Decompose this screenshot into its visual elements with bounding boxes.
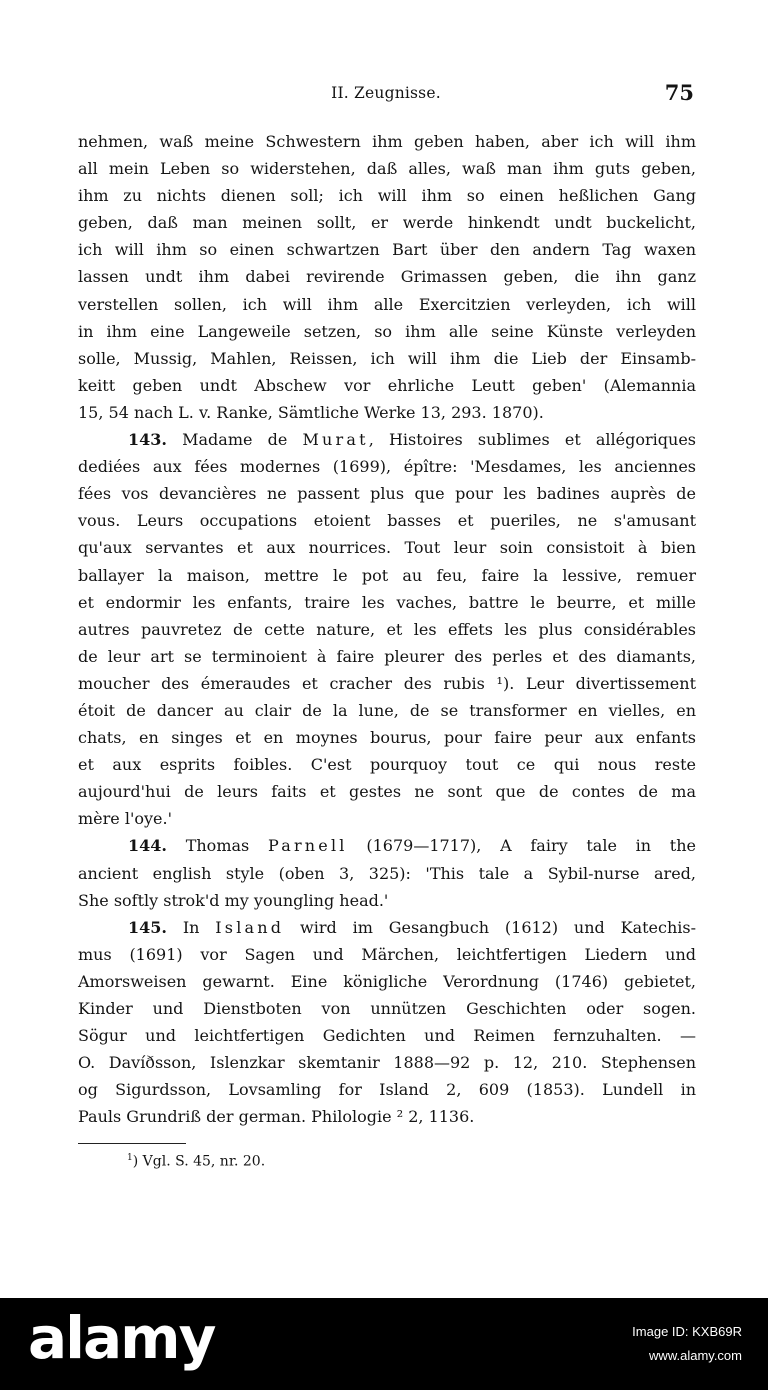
body-text [78, 128, 696, 1130]
text-line: verstellen sollen, ich will ihm alle Exercitzien verleyden, ich will [78, 294, 696, 314]
paragraph-number: 144. [128, 836, 167, 856]
text-fragment: In [182, 917, 200, 937]
text-line: ich will ihm so einen schwartzen Bart über den andern Tag waxen [78, 240, 696, 260]
text-line [78, 426, 696, 453]
text-line: 15, 54 nach L. v. Ranke, Sämtliche Werke 13, 293. 1870). [78, 402, 544, 422]
text-line: et aux esprits foibles. C'est pourquoy tout ce qui nous reste [78, 755, 696, 775]
text-line: O. Davíðsson, Islenzkar skemtanir 1888—92 p. 12, 210. Stephensen [78, 1053, 696, 1073]
paragraph-143 [78, 426, 696, 832]
text-fragment: , Histoires sublimes et allégoriques [368, 430, 696, 450]
text-line [78, 914, 696, 941]
image-id: Image ID: KXB69R [632, 1324, 742, 1339]
spaced-name: Murat [302, 430, 369, 450]
text-line: solle, Mussig, Mahlen, Reissen, ich will ihm die Lieb der Einsamb- [78, 348, 696, 368]
brand-logo: alamy [28, 1304, 215, 1372]
text-line: geben, daß man meinen sollt, er werde hinkendt undt buckelicht, [78, 213, 696, 233]
page-number: 75 [664, 80, 694, 105]
text-line: ancient english style (oben 3, 325): 'This tale a Sybil-nurse ared, [78, 863, 696, 883]
paragraph-intro [78, 128, 696, 426]
text-line: vous. Leurs occupations etoient basses et pueriles, ne s'amusant [78, 511, 696, 531]
text-line: mus (1691) vor Sagen und Märchen, leichtfertigen Liedern und [78, 944, 696, 964]
page-header [78, 80, 694, 108]
text-line: lassen undt ihm dabei revirende Grimassen geben, die ihn ganz [78, 267, 696, 287]
text-line: keitt geben undt Abschew vor ehrliche Leutt geben' (Alemannia [78, 375, 696, 395]
text-line: de leur art se terminoient à faire pleurer des perles et des diamants, [78, 646, 696, 666]
text-line: She softly strok'd my youngling head.' [78, 890, 389, 910]
text-line: og Sigurdsson, Lovsamling for Island 2, 609 (1853). Lundell in [78, 1080, 696, 1100]
spaced-name: Island [215, 917, 285, 937]
text-line: Amorsweisen gewarnt. Eine königliche Verordnung (1746) gebietet, [78, 971, 696, 991]
footnote-rule [78, 1143, 186, 1144]
text-line: autres pauvretez de cette nature, et les effets les plus considérables [78, 619, 696, 639]
text-line: aujourd'hui de leurs faits et gestes ne sont que de contes de ma [78, 782, 696, 802]
text-line: in ihm eine Langeweile setzen, so ihm alle seine Künste verleyden [78, 321, 696, 341]
text-line: Sögur und leichtfertigen Gedichten und Reimen fernzuhalten. — [78, 1026, 696, 1046]
footnote-marker: 1 [127, 1153, 133, 1163]
paragraph-145 [78, 914, 696, 1131]
text-line: chats, en singes et en moynes bourus, pour faire peur aux enfants [78, 728, 696, 748]
text-line: et endormir les enfants, traire les vaches, battre le beurre, et mille [78, 592, 696, 612]
text-line [78, 832, 696, 859]
site-url: www.alamy.com [649, 1348, 742, 1363]
paragraph-144 [78, 832, 696, 913]
text-line: all mein Leben so widerstehen, daß alles, waß man ihm guts geben, [78, 159, 696, 179]
text-line: ihm zu nichts dienen soll; ich will ihm so einen heßlichen Gang [78, 186, 696, 206]
text-line: fées vos devancières ne passent plus que pour les badines auprès de [78, 484, 696, 504]
paragraph-number: 143. [128, 430, 167, 450]
text-fragment: (1679—1717), A fairy tale in the [347, 836, 696, 856]
text-line: moucher des émeraudes et cracher des rubis ¹). Leur divertissement [78, 673, 696, 693]
stock-watermark-banner [0, 1298, 768, 1390]
text-line: dediées aux fées modernes (1699), épître: 'Mesdames, les anciennes [78, 457, 696, 477]
text-line: étoit de dancer au clair de la lune, de se transformer en vielles, en [78, 700, 696, 720]
footnote [127, 1153, 265, 1170]
text-line: mère l'oye.' [78, 809, 172, 829]
text-line: qu'aux servantes et aux nourrices. Tout leur soin consistoit à bien [78, 538, 696, 558]
text-line: Kinder und Dienstboten von unnützen Geschichten oder sogen. [78, 999, 696, 1018]
text-line: Pauls Grundriß der german. Philologie ² 2, 1136. [78, 1107, 475, 1127]
text-fragment: wird im Gesangbuch (1612) und Katechis- [284, 917, 697, 937]
paragraph-number: 145. [128, 917, 167, 937]
text-fragment: Madame de [182, 430, 288, 450]
text-fragment: Thomas [185, 836, 250, 856]
footnote-text: ) Vgl. S. 45, nr. 20. [132, 1153, 266, 1170]
running-head: II. Zeugnisse. [331, 84, 441, 102]
text-line: nehmen, waß meine Schwestern ihm geben haben, aber ich will ihm [78, 132, 696, 151]
spaced-name: Parnell [267, 836, 348, 856]
text-line: ballayer la maison, mettre le pot au feu, faire la lessive, remuer [78, 565, 696, 585]
